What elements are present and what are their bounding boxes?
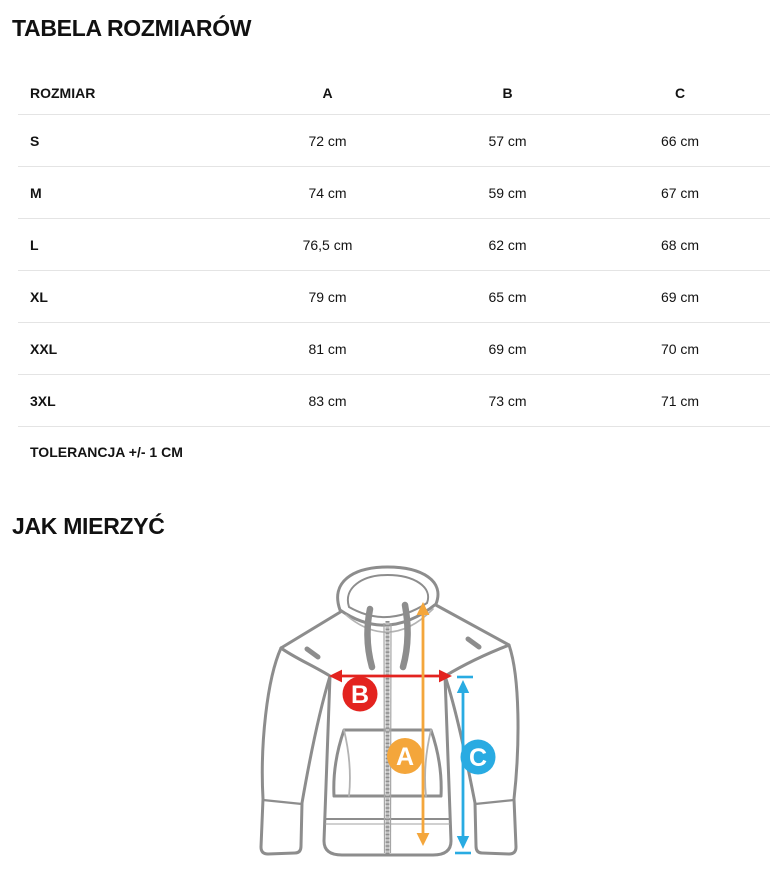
measure-guide-title: JAK MIERZYĆ: [12, 513, 165, 540]
size-table-header-row: [18, 72, 770, 115]
measurement-cell-b: 69 cm: [488, 340, 527, 357]
measurement-cell-b: 62 cm: [488, 236, 527, 253]
measurement-cell-c: 68 cm: [660, 236, 700, 253]
marker-a-label: A: [395, 743, 415, 772]
hoodie-illustration: [250, 557, 535, 884]
table-row: [18, 167, 770, 219]
size-table-title: TABELA ROZMIARÓW: [12, 15, 252, 41]
size-cell: XXL: [30, 340, 58, 357]
column-header-b: B: [502, 85, 513, 101]
table-row: [18, 375, 770, 427]
measurement-cell-b: 57 cm: [488, 132, 527, 149]
size-cell: XL: [30, 288, 48, 305]
marker-b-label: B: [350, 681, 370, 710]
measurement-cell-c: 67 cm: [660, 184, 700, 201]
column-header-a: A: [322, 85, 333, 101]
table-row: [18, 271, 770, 323]
measurement-cell-a: 74 cm: [308, 184, 347, 201]
marker-c-label: C: [468, 744, 488, 773]
measurement-cell-a: 83 cm: [308, 392, 347, 409]
size-cell: 3XL: [30, 392, 56, 409]
column-header-size: ROZMIAR: [30, 85, 96, 101]
hoodie-measurement-diagram: [250, 557, 535, 884]
measurement-cell-a: 79 cm: [308, 288, 347, 305]
size-table: [18, 72, 770, 427]
table-row: [18, 115, 770, 167]
measurement-cell-a: 81 cm: [308, 340, 347, 357]
size-cell: S: [30, 132, 40, 149]
measurement-cell-b: 65 cm: [488, 288, 527, 305]
measurement-cell-a: 76,5 cm: [302, 236, 353, 253]
table-row: [18, 219, 770, 271]
measurement-cell-c: 71 cm: [660, 392, 700, 409]
size-cell: M: [30, 184, 42, 201]
column-header-c: C: [674, 85, 686, 101]
table-row: [18, 323, 770, 375]
tolerance-note: TOLERANCJA +/- 1 CM: [30, 444, 183, 460]
measurement-cell-b: 59 cm: [488, 184, 527, 201]
measurement-cell-c: 66 cm: [660, 132, 700, 149]
measurement-cell-b: 73 cm: [488, 392, 527, 409]
size-cell: L: [30, 236, 39, 253]
measurement-cell-c: 69 cm: [660, 288, 700, 305]
measurement-cell-c: 70 cm: [660, 340, 700, 357]
measurement-cell-a: 72 cm: [308, 132, 347, 149]
